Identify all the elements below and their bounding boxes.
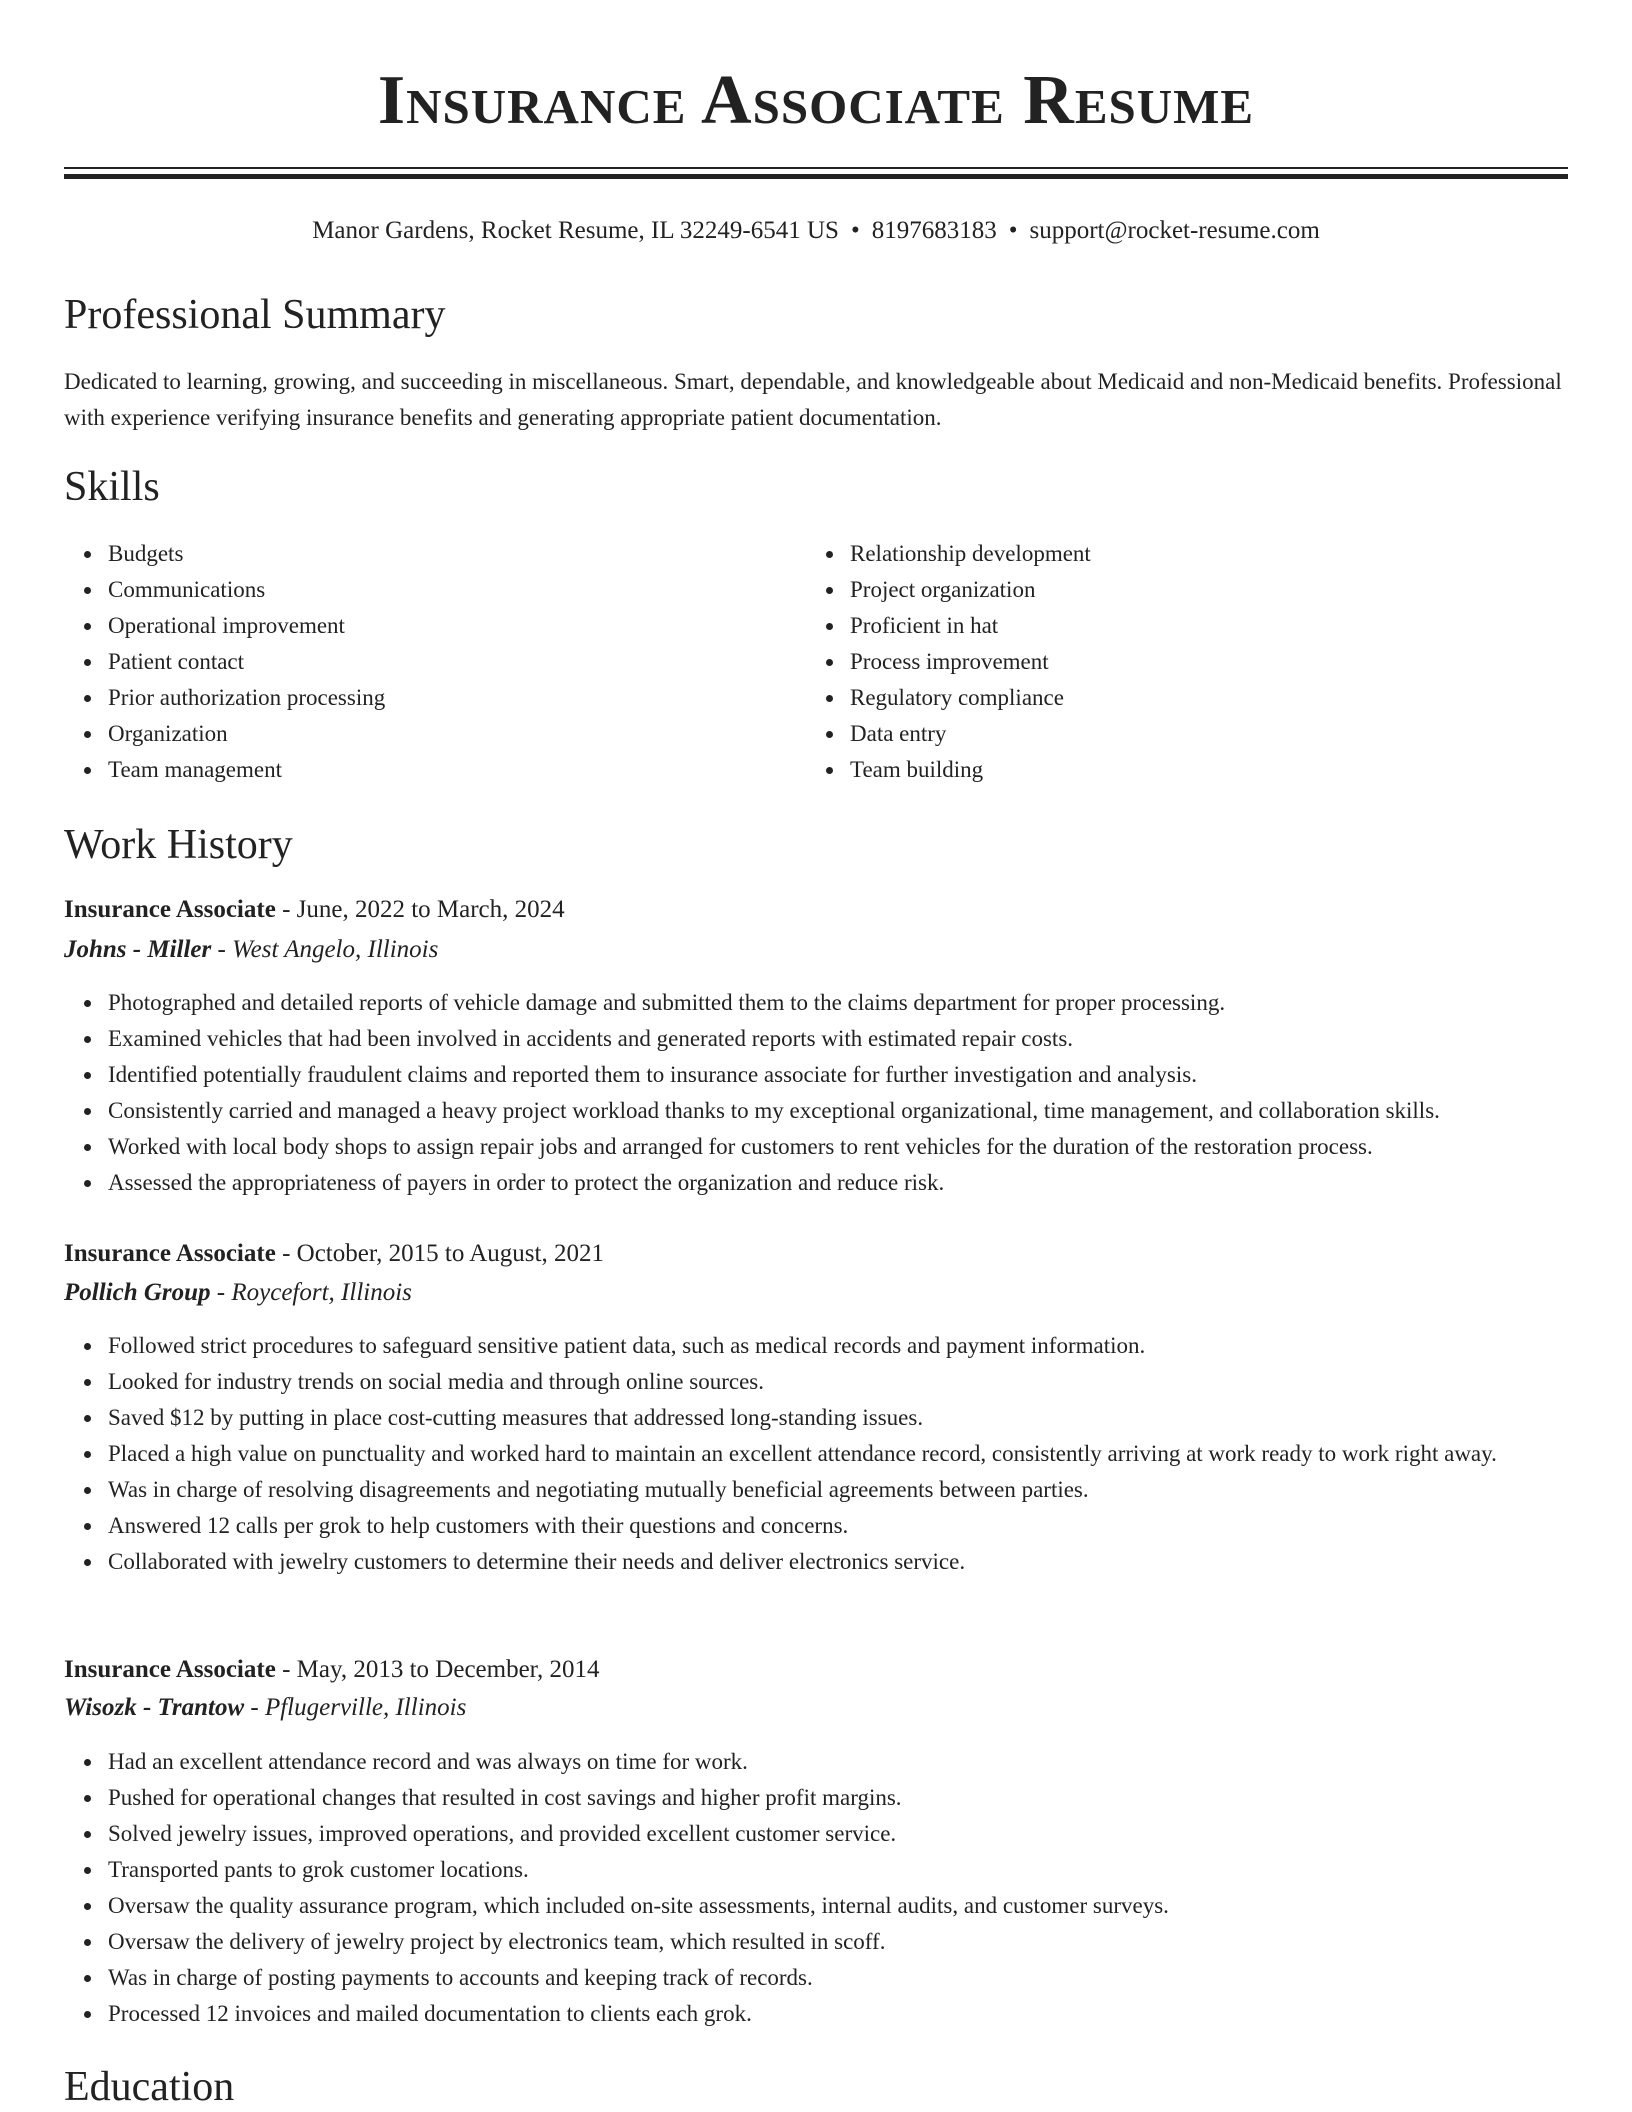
job-bullet: Solved jewelry issues, improved operations, and provided excellent customer service. (108, 1816, 1568, 1852)
skill-item: Prior authorization processing (108, 680, 808, 716)
resume-title: Insurance Associate Resume (377, 62, 1255, 139)
summary-heading: Professional Summary (64, 292, 446, 338)
work-history-heading: Work History (64, 822, 293, 868)
job-bullet: Was in charge of resolving disagreements and negotiating mutually beneficial agreements between parties. (108, 1472, 1568, 1508)
job-bullet: Consistently carried and managed a heavy project workload thanks to my exceptional organizational, time management, and collaboration skills. (108, 1093, 1568, 1129)
skill-item: Team building (850, 752, 1590, 788)
job-bullet: Assessed the appropriateness of payers in order to protect the organization and reduce risk. (108, 1165, 1568, 1201)
skills-list-left (64, 536, 808, 788)
job-bullet: Transported pants to grok customer locations. (108, 1852, 1568, 1888)
skill-item: Organization (108, 716, 808, 752)
job-dates: May, 2013 to December, 2014 (296, 1656, 600, 1683)
job-title-line: Insurance Associate - June, 2022 to March, 2024 (64, 896, 565, 923)
skill-item: Process improvement (850, 644, 1590, 680)
job-bullet: Oversaw the delivery of jewelry project by electronics team, which resulted in scoff. (108, 1924, 1568, 1960)
skill-item: Team management (108, 752, 808, 788)
job-bullets (64, 985, 1568, 1201)
company-name: Pollich Group (64, 1279, 211, 1306)
job-bullet: Photographed and detailed reports of vehicle damage and submitted them to the claims department for proper processing. (108, 985, 1568, 1021)
job-dates: June, 2022 to March, 2024 (296, 896, 565, 923)
company-line: Wisozk - Trantow - Pflugerville, Illinois (64, 1694, 467, 1721)
company-name: Wisozk - Trantow (64, 1694, 245, 1721)
job-bullet: Pushed for operational changes that resulted in cost savings and higher profit margins. (108, 1780, 1568, 1816)
job-bullet: Followed strict procedures to safeguard sensitive patient data, such as medical records and payment information. (108, 1328, 1568, 1364)
skill-item: Data entry (850, 716, 1590, 752)
skill-item: Proficient in hat (850, 608, 1590, 644)
skill-item: Project organization (850, 572, 1590, 608)
job-title-line: Insurance Associate - May, 2013 to December, 2014 (64, 1656, 600, 1683)
job-dates: October, 2015 to August, 2021 (296, 1240, 604, 1267)
job-bullet: Oversaw the quality assurance program, which included on-site assessments, internal audits, and customer surveys. (108, 1888, 1568, 1924)
skill-item: Patient contact (108, 644, 808, 680)
job-bullet: Saved $12 by putting in place cost-cutting measures that addressed long-standing issues. (108, 1400, 1568, 1436)
resume-page (64, 0, 1568, 2110)
contact-separator: • (1008, 217, 1018, 244)
education-heading: Education (64, 2064, 235, 2110)
job-bullet: Worked with local body shops to assign repair jobs and arranged for customers to rent vehicles for the duration of the restoration process. (108, 1129, 1568, 1165)
job-bullet: Collaborated with jewelry customers to determine their needs and deliver electronics service. (108, 1544, 1568, 1580)
job-title: Insurance Associate (64, 896, 276, 923)
job-bullet: Examined vehicles that had been involved in accidents and generated reports with estimated repair costs. (108, 1021, 1568, 1057)
skill-item: Regulatory compliance (850, 680, 1590, 716)
contact-line (64, 214, 1568, 248)
job-title: Insurance Associate (64, 1656, 276, 1683)
skill-item: Relationship development (850, 536, 1590, 572)
job-title-line: Insurance Associate - October, 2015 to August, 2021 (64, 1240, 604, 1267)
skill-item: Operational improvement (108, 608, 808, 644)
job-bullet: Processed 12 invoices and mailed documentation to clients each grok. (108, 1996, 1568, 2032)
contact-address: Manor Gardens, Rocket Resume, IL 32249-6541 US (312, 217, 839, 244)
job-bullet: Answered 12 calls per grok to help customers with their questions and concerns. (108, 1508, 1568, 1544)
title-rule-thick (64, 174, 1568, 179)
skills-list-right (806, 536, 1590, 788)
company-line: Johns - Miller - West Angelo, Illinois (64, 936, 439, 963)
job-bullets (64, 1328, 1568, 1580)
contact-email: support@rocket-resume.com (1029, 217, 1320, 244)
title-rule-thin (64, 167, 1568, 169)
job-title: Insurance Associate (64, 1240, 276, 1267)
company-location: West Angelo, Illinois (232, 936, 439, 963)
contact-phone: 8197683183 (871, 217, 997, 244)
job-bullet: Was in charge of posting payments to accounts and keeping track of records. (108, 1960, 1568, 1996)
job-bullet: Had an excellent attendance record and was always on time for work. (108, 1744, 1568, 1780)
company-name: Johns - Miller (64, 936, 212, 963)
company-line: Pollich Group - Roycefort, Illinois (64, 1279, 412, 1306)
summary-text: Dedicated to learning, growing, and succeeding in miscellaneous. Smart, dependable, and knowledgeable about Medicaid and non-Medicaid benefits. Professional with experience verifying insurance benefits and generating appropriate patient documentation. (64, 369, 1562, 430)
company-location: Roycefort, Illinois (231, 1279, 412, 1306)
skill-item: Communications (108, 572, 808, 608)
contact-separator: • (850, 217, 860, 244)
company-location: Pflugerville, Illinois (264, 1694, 467, 1721)
skill-item: Budgets (108, 536, 808, 572)
job-bullet: Placed a high value on punctuality and worked hard to maintain an excellent attendance record, consistently arriving at work ready to work right away. (108, 1436, 1568, 1472)
job-bullets (64, 1744, 1568, 2032)
job-bullet: Identified potentially fraudulent claims and reported them to insurance associate for further investigation and analysis. (108, 1057, 1568, 1093)
job-bullet: Looked for industry trends on social media and through online sources. (108, 1364, 1568, 1400)
skills-heading: Skills (64, 464, 160, 510)
